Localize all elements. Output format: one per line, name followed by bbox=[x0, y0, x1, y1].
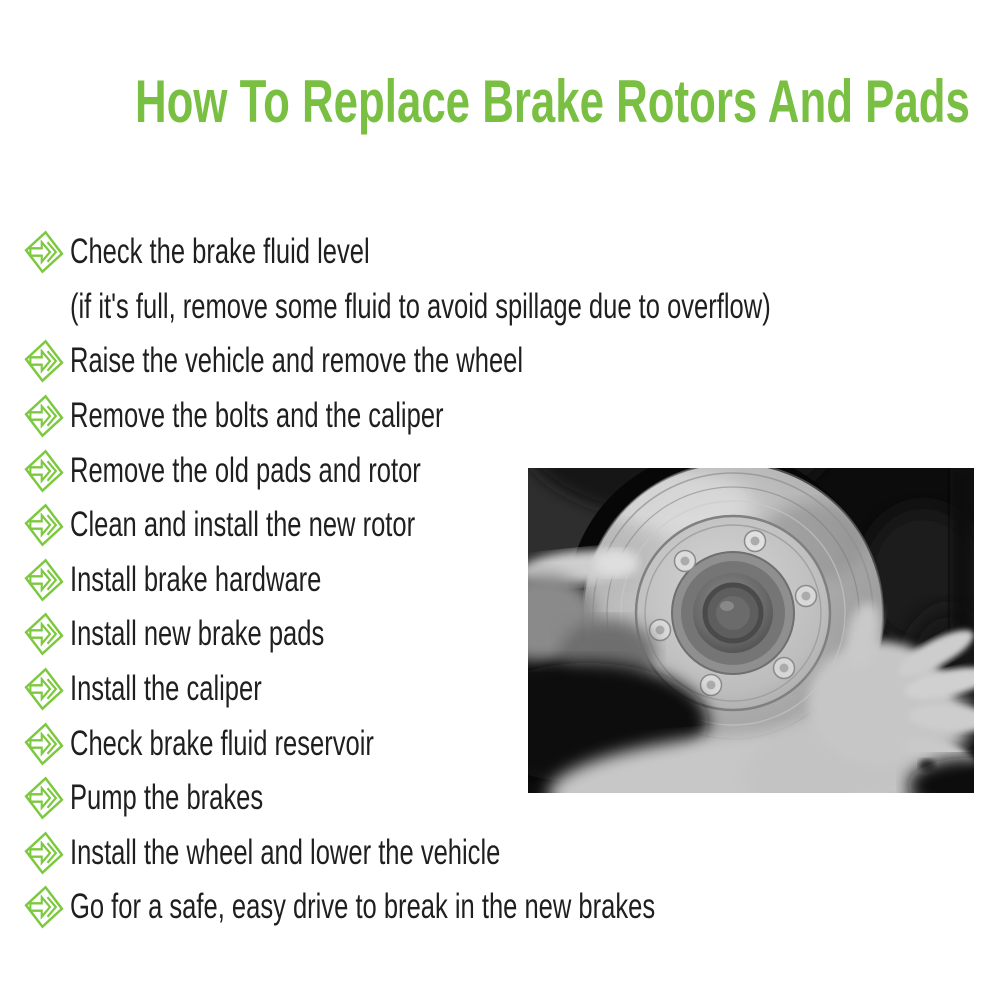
page-title: How To Replace Brake Rotors And Pads bbox=[135, 68, 970, 135]
step-label: Install the caliper bbox=[70, 669, 262, 709]
list-item bbox=[24, 880, 984, 935]
list-item bbox=[24, 334, 984, 389]
diamond-arrow-icon bbox=[24, 558, 70, 602]
step-label: Install the wheel and lower the vehicle bbox=[70, 832, 501, 872]
step-label: Check brake fluid reservoir bbox=[70, 723, 374, 763]
diamond-arrow-icon bbox=[24, 339, 70, 383]
diamond-arrow-icon bbox=[24, 230, 70, 274]
diamond-arrow-icon bbox=[24, 449, 70, 493]
diamond-arrow-icon bbox=[24, 722, 70, 766]
diamond-arrow-icon bbox=[24, 503, 70, 547]
step-label: Pump the brakes bbox=[70, 778, 264, 818]
step-label: (if it's full, remove some fluid to avoid spillage due to overflow) bbox=[70, 286, 771, 326]
step-label: Go for a safe, easy drive to break in the new brakes bbox=[70, 887, 656, 927]
diamond-arrow-icon bbox=[24, 394, 70, 438]
diamond-arrow-icon bbox=[24, 667, 70, 711]
diamond-arrow-icon bbox=[24, 885, 70, 929]
brake-rotor-photo bbox=[528, 468, 974, 793]
step-label: Remove the old pads and rotor bbox=[70, 450, 421, 490]
diamond-arrow-icon bbox=[24, 776, 70, 820]
step-label: Remove the bolts and the caliper bbox=[70, 396, 444, 436]
list-item bbox=[24, 280, 984, 335]
step-label: Raise the vehicle and remove the wheel bbox=[70, 341, 524, 381]
diamond-arrow-icon bbox=[24, 612, 70, 656]
diamond-arrow-icon bbox=[24, 831, 70, 875]
step-label: Install new brake pads bbox=[70, 614, 325, 654]
step-label: Clean and install the new rotor bbox=[70, 505, 416, 545]
list-item bbox=[24, 389, 984, 444]
step-label: Install brake hardware bbox=[70, 559, 322, 599]
step-label: Check the brake fluid level bbox=[70, 232, 370, 272]
list-item bbox=[24, 225, 984, 280]
list-item bbox=[24, 826, 984, 881]
